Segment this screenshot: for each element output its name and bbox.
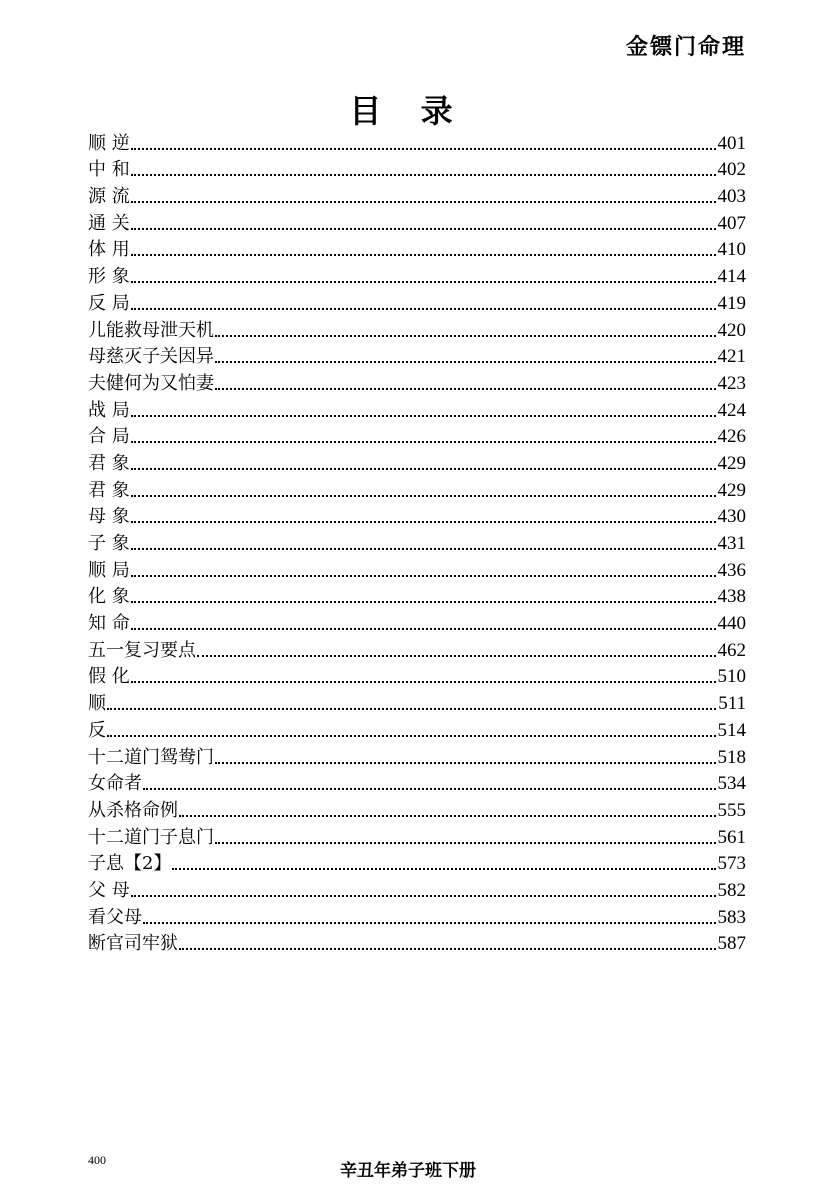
toc-entry-page: 582 xyxy=(717,879,746,901)
toc-dot-leader xyxy=(131,575,716,577)
toc-dot-leader xyxy=(143,788,716,790)
toc-entry[interactable] xyxy=(88,555,746,582)
toc-entry-label: 母 象 xyxy=(88,506,130,528)
toc-dot-leader xyxy=(197,655,716,657)
toc-entry-page: 440 xyxy=(717,613,746,635)
toc-entry[interactable] xyxy=(88,902,746,929)
toc-entry-page: 423 xyxy=(717,372,746,394)
toc-dot-leader xyxy=(131,521,716,523)
toc-dot-leader xyxy=(172,868,715,870)
toc-entry[interactable] xyxy=(88,502,746,529)
footer-book-title: 辛丑年弟子班下册 xyxy=(340,1161,476,1181)
toc-entry-label: 顺 xyxy=(88,693,106,715)
toc-dot-leader xyxy=(107,708,716,710)
toc-entry-page: 436 xyxy=(717,559,746,581)
toc-entry-page: 426 xyxy=(717,426,746,448)
toc-dot-leader xyxy=(131,441,716,443)
toc-entry-page: 407 xyxy=(717,212,746,234)
toc-entry-label: 君 象 xyxy=(88,479,130,501)
toc-entry[interactable] xyxy=(88,822,746,849)
toc-entry-label: 五一复习要点 xyxy=(88,639,196,661)
toc-entry[interactable] xyxy=(88,635,746,662)
toc-entry-label: 战 局 xyxy=(88,399,130,421)
toc-entry[interactable] xyxy=(88,368,746,395)
toc-entry-label: 体 用 xyxy=(88,239,130,261)
toc-entry-page: 431 xyxy=(717,533,746,554)
toc-entry-page: 534 xyxy=(717,773,746,795)
toc-dot-leader xyxy=(131,415,716,417)
toc-entry-page: 424 xyxy=(717,399,746,421)
toc-entry-label: 中 和 xyxy=(88,159,130,181)
toc-dot-leader xyxy=(179,948,716,950)
toc-entry-page: 414 xyxy=(717,266,746,288)
toc-dot-leader xyxy=(131,254,716,256)
toc-entry-page: 402 xyxy=(717,159,746,181)
toc-entry-page: 587 xyxy=(717,933,746,955)
toc-entry-label: 母慈灭子关因异 xyxy=(88,346,214,368)
toc-entry-label: 儿能救母泄天机 xyxy=(88,319,214,341)
toc-dot-leader xyxy=(131,308,716,310)
toc-entry-page: 419 xyxy=(717,292,746,314)
toc-entry-label: 源 流 xyxy=(88,186,130,208)
toc-dot-leader xyxy=(143,922,716,924)
header-brand: 金镖门命理 xyxy=(625,35,746,60)
toc-entry[interactable] xyxy=(88,475,746,502)
toc-dot-leader xyxy=(215,842,716,844)
toc-dot-leader xyxy=(131,895,716,897)
toc-entry[interactable] xyxy=(88,608,746,635)
toc-entry-label: 合 局 xyxy=(88,426,130,448)
toc-entry-page: 420 xyxy=(717,319,746,341)
toc-entry[interactable] xyxy=(88,929,746,956)
toc-entry-label: 君 象 xyxy=(88,452,130,474)
toc-entry[interactable] xyxy=(88,448,746,475)
toc-entry[interactable] xyxy=(88,688,746,715)
toc-entry-page: 401 xyxy=(717,132,746,154)
toc-entry-page: 511 xyxy=(718,693,746,715)
toc-entry[interactable] xyxy=(88,849,746,876)
toc-entry-label: 夫健何为又怕妻 xyxy=(88,372,214,394)
toc-entry-label: 断官司牢狱 xyxy=(88,933,178,955)
toc-entry-page: 429 xyxy=(717,479,746,501)
toc-entry-page: 518 xyxy=(717,746,746,768)
toc-entry-label: 子 象 xyxy=(88,533,130,554)
toc-entry[interactable] xyxy=(88,395,746,422)
toc-dot-leader xyxy=(131,201,716,203)
toc-entry-page: 438 xyxy=(717,586,746,608)
toc-entry[interactable] xyxy=(88,742,746,769)
toc-entry-label: 化 象 xyxy=(88,586,130,608)
toc-entry[interactable] xyxy=(88,422,746,449)
toc-entry[interactable] xyxy=(88,261,746,288)
toc-entry-page: 510 xyxy=(717,666,746,688)
toc-entry-label: 从杀格命例 xyxy=(88,799,178,821)
toc-entry-label: 看父母 xyxy=(88,906,142,928)
toc-entry-label: 十二道门子息门 xyxy=(88,826,214,848)
toc-entry-label: 反 xyxy=(88,719,106,741)
toc-entry-label: 知 命 xyxy=(88,613,130,635)
toc-entry[interactable] xyxy=(88,875,746,902)
toc-entry[interactable] xyxy=(88,582,746,609)
toc-entry-page: 403 xyxy=(717,186,746,208)
toc-entry[interactable] xyxy=(88,288,746,315)
toc-entry-page: 583 xyxy=(717,906,746,928)
toc-entry[interactable] xyxy=(88,769,746,796)
toc-dot-leader xyxy=(131,548,716,550)
toc-entry[interactable] xyxy=(88,795,746,822)
toc-dot-leader xyxy=(131,148,716,150)
toc-entry-label: 顺 逆 xyxy=(88,132,130,154)
toc-entry[interactable] xyxy=(88,235,746,262)
toc-entry-page: 514 xyxy=(717,719,746,741)
toc-dot-leader xyxy=(131,281,716,283)
toc-dot-leader xyxy=(131,468,716,470)
toc-entry-label: 顺 局 xyxy=(88,559,130,581)
toc-dot-leader xyxy=(131,628,716,630)
page-title: 目 录 xyxy=(349,92,467,130)
toc-entry-label: 形 象 xyxy=(88,266,130,288)
toc-entry-label: 反 局 xyxy=(88,292,130,314)
toc-entry-label: 子息【2】 xyxy=(88,853,172,875)
toc-entry[interactable] xyxy=(88,315,746,342)
toc-dot-leader xyxy=(179,815,716,817)
toc-dot-leader xyxy=(131,495,716,497)
toc-dot-leader xyxy=(107,735,716,737)
toc-entry[interactable] xyxy=(88,128,746,155)
toc-entry-page: 410 xyxy=(717,239,746,261)
toc-entry-page: 421 xyxy=(717,346,746,368)
toc-entry-page: 429 xyxy=(717,452,746,474)
toc-entry-page: 561 xyxy=(717,826,746,848)
toc-dot-leader xyxy=(215,335,716,337)
toc-dot-leader xyxy=(215,388,716,390)
toc-dot-leader xyxy=(215,361,716,363)
toc-entry-label: 女命者 xyxy=(88,773,142,795)
toc-entry[interactable] xyxy=(88,662,746,689)
toc-entry[interactable] xyxy=(88,715,746,742)
toc-dot-leader xyxy=(131,174,716,176)
toc-entry[interactable] xyxy=(88,208,746,235)
table-of-contents xyxy=(88,128,746,955)
toc-dot-leader xyxy=(131,228,716,230)
toc-dot-leader xyxy=(131,601,716,603)
footer-page-number: 400 xyxy=(88,1153,106,1167)
toc-entry-label: 十二道门鸳鸯门 xyxy=(88,746,214,768)
toc-entry-page: 555 xyxy=(717,799,746,821)
toc-entry[interactable] xyxy=(88,342,746,369)
toc-entry-label: 父 母 xyxy=(88,879,130,901)
toc-entry-page: 573 xyxy=(717,853,746,875)
toc-entry[interactable] xyxy=(88,528,746,555)
toc-entry-label: 假 化 xyxy=(88,666,130,688)
toc-dot-leader xyxy=(215,762,716,764)
toc-entry[interactable] xyxy=(88,155,746,182)
toc-entry-label: 通 关 xyxy=(88,212,130,234)
toc-entry[interactable] xyxy=(88,181,746,208)
toc-entry-page: 462 xyxy=(717,639,746,661)
toc-entry-page: 430 xyxy=(717,506,746,528)
toc-dot-leader xyxy=(131,681,716,683)
